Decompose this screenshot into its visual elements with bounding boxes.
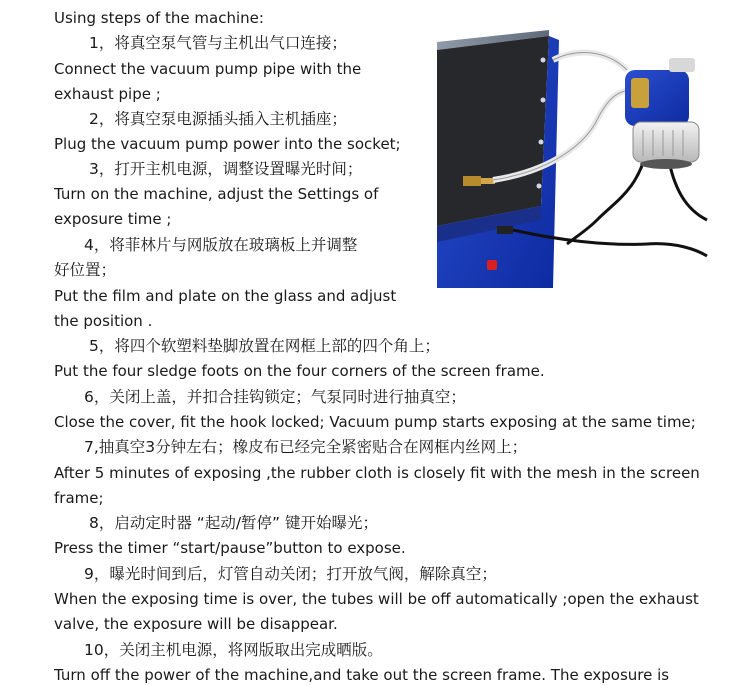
step-4-cn-line-2: 好位置； (54, 261, 117, 279)
step-9-en-line-1: When the exposing time is over, the tubes will be off automatically ;open the exhaust (54, 590, 699, 608)
step-8-cn: 8，启动定时器 “起动/暂停” 键开始曝光； (89, 514, 378, 532)
step-5-cn: 5，将四个软塑料垫脚放置在网框上部的四个角上； (89, 337, 440, 355)
step-10-en: Turn off the power of the machine,and take out the screen frame. The exposure is (54, 666, 670, 684)
doc-heading: Using steps of the machine: (54, 9, 264, 27)
step-7-en-line-2: frame; (54, 489, 104, 507)
step-8-en: Press the timer “start/pause”button to expose. (54, 539, 406, 557)
step-10-cn: 10，关闭主机电源，将网版取出完成晒版。 (84, 641, 383, 659)
step-3-cn: 3，打开主机电源，调整设置曝光时间； (89, 160, 363, 178)
step-4-en-line-2: the position . (54, 312, 153, 330)
step-7-cn: 7,抽真空3分钟左右；橡皮布已经完全紧密贴合在网框内丝网上； (84, 438, 528, 456)
step-9-cn: 9，曝光时间到后，灯管自动关闭；打开放气阀，解除真空； (84, 565, 497, 583)
step-2-en: Plug the vacuum pump power into the socket; (54, 135, 401, 153)
vacuum-pump-machine-photo (437, 30, 709, 288)
step-4-en-line-1: Put the film and plate on the glass and adjust (54, 287, 397, 305)
step-9-en-line-2: valve, the exposure will be disappear. (54, 615, 338, 633)
step-3-en-line-2: exposure time ; (54, 210, 172, 228)
step-5-en: Put the four sledge foots on the four corners of the screen frame. (54, 362, 545, 380)
step-4-cn-line-1: 4，将菲林片与网版放在玻璃板上并调整 (84, 236, 358, 254)
step-7-en-line-1: After 5 minutes of exposing ,the rubber cloth is closely fit with the mesh in the screen (54, 464, 700, 482)
step-6-cn: 6，关闭上盖，并扣合挂钩锁定；气泵同时进行抽真空； (84, 388, 466, 406)
step-1-en-line-2: exhaust pipe ; (54, 85, 161, 103)
step-1-en-line-1: Connect the vacuum pump pipe with the (54, 60, 362, 78)
step-3-en-line-1: Turn on the machine, adjust the Settings of (54, 185, 379, 203)
step-2-cn: 2，将真空泵电源插头插入主机插座； (89, 110, 347, 128)
step-1-cn: 1，将真空泵气管与主机出气口连接； (89, 34, 347, 52)
step-6-en: Close the cover, fit the hook locked; Vacuum pump starts exposing at the same time; (54, 413, 696, 431)
